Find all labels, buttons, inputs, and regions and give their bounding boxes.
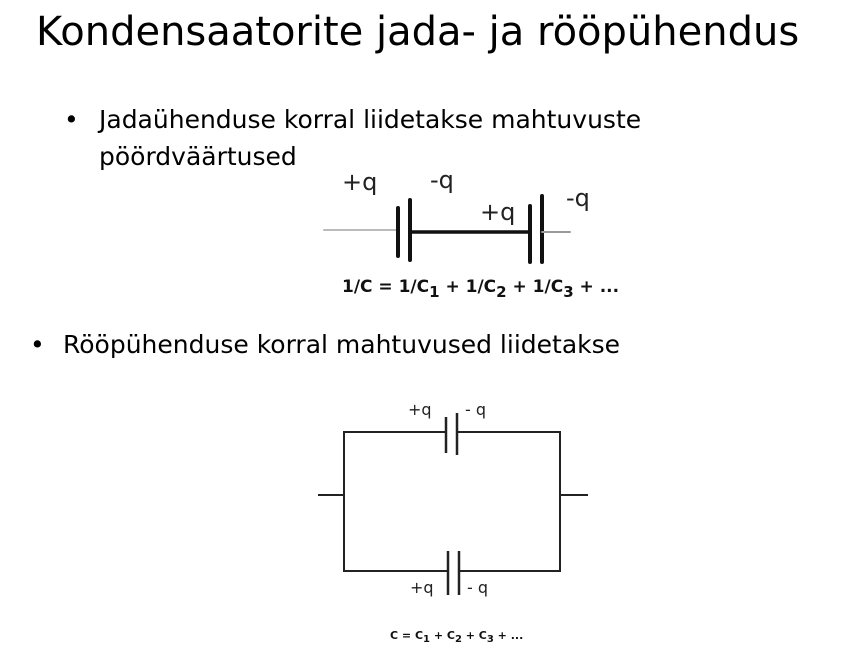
bullet-dot: •: [64, 105, 79, 134]
series-formula: 1/C = 1/C1 + 1/C2 + 1/C3 + ...: [342, 277, 620, 301]
parallel-top-left-wire: [344, 432, 446, 495]
c2-minus-label: -q: [566, 184, 590, 212]
top-minus-label: - q: [465, 400, 487, 419]
parallel-bottom-right-wire: [459, 495, 560, 571]
parallel-bottom-left-wire: [344, 495, 448, 571]
c1-minus-label: -q: [430, 166, 454, 194]
parallel-top-right-wire: [457, 432, 560, 495]
bullet-series-line2: pöördväärtused: [99, 142, 297, 171]
series-circuit-diagram: [320, 160, 680, 305]
c1-plus-label: +q: [342, 168, 378, 196]
bullet-dot: •: [30, 330, 45, 359]
parallel-circuit-diagram: [310, 395, 600, 650]
bottom-minus-label: - q: [467, 578, 489, 597]
slide-title: Kondensaatorite jada- ja rööpühendus: [36, 9, 800, 55]
bullet-parallel-text: Rööpühenduse korral mahtuvused liidetakse: [63, 330, 621, 359]
top-plus-label: +q: [408, 400, 432, 419]
parallel-formula: C = C1 + C2 + C3 + ...: [390, 629, 524, 645]
bullet-series-line1: Jadaühenduse korral liidetakse mahtuvuste: [99, 105, 642, 134]
bottom-plus-label: +q: [410, 578, 434, 597]
c2-plus-label: +q: [480, 198, 516, 226]
bullet-parallel: [30, 326, 730, 363]
